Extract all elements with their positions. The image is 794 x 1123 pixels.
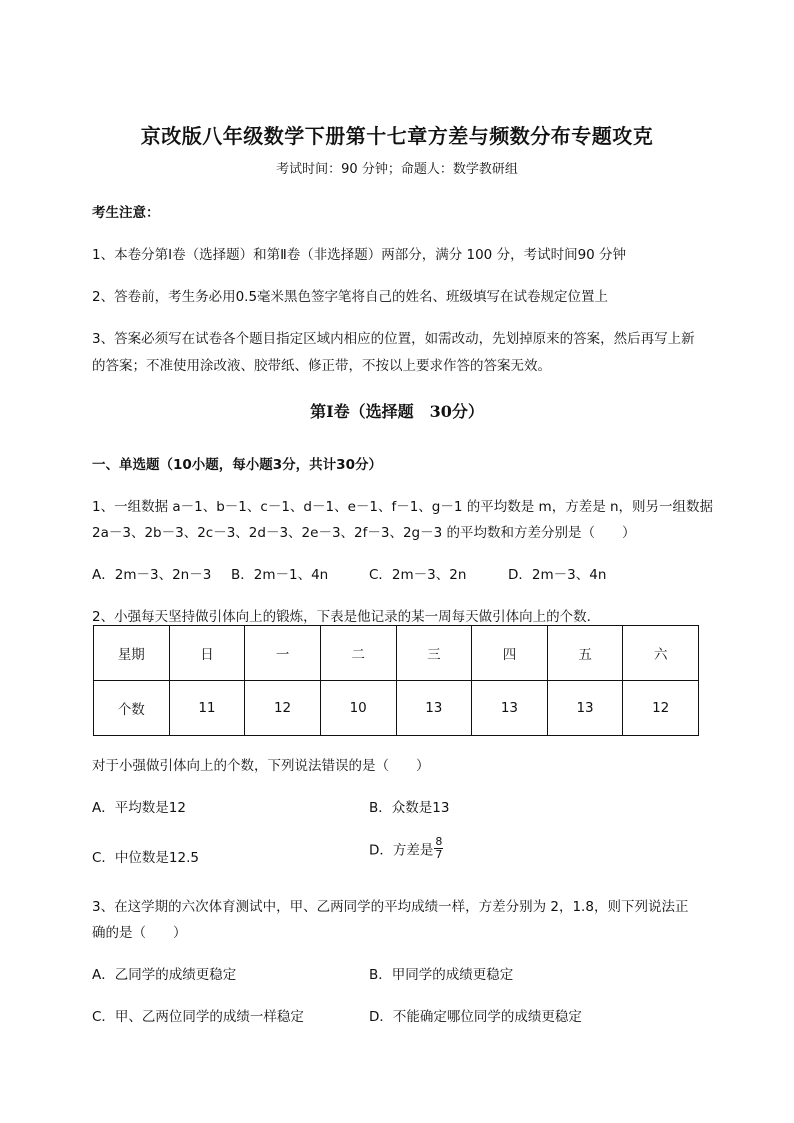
table-cell: 二 <box>320 626 396 681</box>
q2-option-c: C．中位数是12.5 <box>92 850 199 866</box>
table-cell: 12 <box>245 681 321 736</box>
q1-option-b: B．2m－1、4n <box>231 567 329 583</box>
table-cell: 六 <box>623 626 699 681</box>
q3-option-d: D．不能确定哪位同学的成绩更稳定 <box>369 1009 582 1025</box>
table-cell: 13 <box>472 681 548 736</box>
table-cell: 11 <box>169 681 245 736</box>
q3-stem-line1: 3、在这学期的六次体育测试中，甲、乙两同学的平均成绩一样，方差分别为 2，1.8，则下列说法正 <box>92 899 689 915</box>
q2-option-d <box>369 836 443 861</box>
q2-option-d-prefix: D．方差是 <box>369 842 434 859</box>
exam-title: 京改版八年级数学下册第十七章方差与频数分布专题攻克 <box>140 124 654 148</box>
part-title: 一、单选题（10小题，每小题3分，共计30分） <box>92 457 382 473</box>
table-cell: 一 <box>245 626 321 681</box>
table-cell: 10 <box>320 681 396 736</box>
q1-option-c: C．2m－3、2n <box>369 567 467 583</box>
q2-question: 对于小强做引体向上的个数，下列说法错误的是（ ） <box>92 758 430 774</box>
pullup-table <box>93 625 699 736</box>
notice-item-3: 3、答案必须写在试卷各个题目指定区域内相应的位置，如需改动，先划掉原来的答案，然后再写上新 <box>92 331 695 347</box>
q1-option-d: D．2m－3、4n <box>508 567 607 583</box>
table-cell: 个数 <box>94 681 170 736</box>
table-cell: 星期 <box>94 626 170 681</box>
table-cell: 三 <box>396 626 472 681</box>
q2-option-b: B．众数是13 <box>369 800 450 816</box>
fraction-denominator: 7 <box>435 848 443 861</box>
q3-option-c: C．甲、乙两位同学的成绩一样稳定 <box>92 1009 304 1025</box>
table-cell: 四 <box>472 626 548 681</box>
table-cell: 13 <box>396 681 472 736</box>
q1-stem-line2: 2a－3、2b－3、2c－3、2d－3、2e－3、2f－3、2g－3 的平均数和方差分别是（ ） <box>92 525 636 541</box>
table-row <box>94 626 699 681</box>
q2-option-a: A．平均数是12 <box>92 800 186 816</box>
fraction <box>434 836 443 861</box>
q1-option-a: A．2m－3、2n－3 <box>92 567 212 583</box>
exam-subtitle: 考试时间：90 分钟；命题人：数学教研组 <box>276 162 518 177</box>
section-title: 第Ⅰ卷（选择题 30分） <box>310 402 484 421</box>
table-cell: 日 <box>169 626 245 681</box>
table-row <box>94 681 699 736</box>
fraction-numerator: 8 <box>435 835 443 848</box>
q1-stem-line1: 1、一组数据 a－1、b－1、c－1、d－1、e－1、f－1、g－1 的平均数是 m，方差是 n，则另一组数据 <box>92 499 714 515</box>
table-cell: 12 <box>623 681 699 736</box>
notice-item-1: 1、本卷分第Ⅰ卷（选择题）和第Ⅱ卷（非选择题）两部分，满分 100 分，考试时间90 分钟 <box>92 247 627 263</box>
notice-item-2: 2、答卷前，考生务必用0.5毫米黑色签字笔将自己的姓名、班级填写在试卷规定位置上 <box>92 289 609 305</box>
q3-option-a: A．乙同学的成绩更稳定 <box>92 967 237 983</box>
q3-option-b: B．甲同学的成绩更稳定 <box>369 967 514 983</box>
table-cell: 13 <box>547 681 623 736</box>
q3-stem-line2: 确的是（ ） <box>92 925 187 941</box>
notice-item-3-cont: 的答案；不准使用涂改液、胶带纸、修正带，不按以上要求作答的答案无效。 <box>92 358 551 374</box>
table-cell: 五 <box>547 626 623 681</box>
notice-heading: 考生注意： <box>92 205 160 221</box>
q2-stem: 2、小强每天坚持做引体向上的锻炼，下表是他记录的某一周每天做引体向上的个数． <box>92 609 601 625</box>
